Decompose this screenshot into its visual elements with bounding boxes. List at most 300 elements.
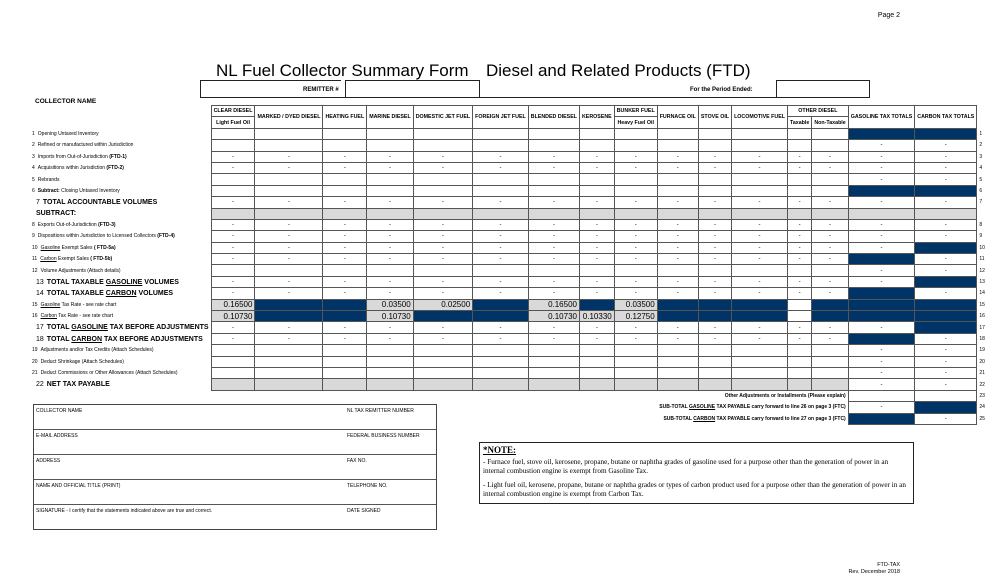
cell-marked-diesel[interactable]	[255, 140, 323, 151]
cell-clear-diesel[interactable]: -	[211, 288, 255, 299]
cell-marine-diesel[interactable]: -	[367, 242, 414, 253]
cell-locomotive-fuel[interactable]	[732, 185, 788, 196]
cell-clear-diesel[interactable]: 0.10730	[211, 311, 255, 322]
cell-heating-fuel[interactable]	[323, 140, 367, 151]
cell-foreign-jet[interactable]: -	[473, 231, 529, 242]
cell-furnace-oil[interactable]: -	[657, 288, 698, 299]
cell-clear-diesel[interactable]	[211, 174, 255, 185]
cell-carbon-total[interactable]	[915, 128, 977, 139]
cell-foreign-jet[interactable]	[473, 356, 529, 367]
cell-heating-fuel[interactable]	[323, 208, 367, 219]
cell-carbon-total[interactable]: -	[915, 219, 977, 230]
cell-other-non-taxable[interactable]	[812, 128, 848, 139]
cell-kerosene[interactable]	[579, 174, 614, 185]
cell-domestic-jet[interactable]	[413, 128, 472, 139]
cell-other-taxable[interactable]	[787, 140, 811, 151]
cell-marked-diesel[interactable]: -	[255, 276, 323, 287]
cell-bunker-fuel[interactable]	[614, 265, 657, 276]
cell-bunker-fuel[interactable]	[614, 367, 657, 378]
cell-blended-diesel[interactable]: -	[528, 162, 579, 173]
cell-locomotive-fuel[interactable]: -	[732, 219, 788, 230]
cell-gasoline-total[interactable]: -	[848, 140, 915, 151]
cell-clear-diesel[interactable]: -	[211, 231, 255, 242]
cell-kerosene[interactable]	[579, 379, 614, 390]
cell-stove-oil[interactable]: -	[698, 288, 731, 299]
cell-gasoline-total[interactable]: -	[848, 276, 915, 287]
cell-bunker-fuel[interactable]	[614, 128, 657, 139]
cell-other-non-taxable[interactable]	[812, 208, 848, 219]
cell-marine-diesel[interactable]	[367, 140, 414, 151]
cell-marine-diesel[interactable]: -	[367, 219, 414, 230]
cell-other-non-taxable[interactable]	[812, 185, 848, 196]
cell-carbon-total[interactable]: -	[915, 367, 977, 378]
cell-blended-diesel[interactable]: -	[528, 288, 579, 299]
cell-stove-oil[interactable]: -	[698, 276, 731, 287]
cell-other-taxable[interactable]	[787, 299, 811, 310]
cell-kerosene[interactable]: -	[579, 254, 614, 265]
cell-blended-diesel[interactable]: 0.16500	[528, 299, 579, 310]
cell-domestic-jet[interactable]	[413, 174, 472, 185]
cell-carbon-total[interactable]	[915, 322, 977, 333]
cell-furnace-oil[interactable]	[657, 356, 698, 367]
cell-other-taxable[interactable]: -	[787, 276, 811, 287]
cell-foreign-jet[interactable]	[473, 208, 529, 219]
cell-marked-diesel[interactable]	[255, 356, 323, 367]
cell-domestic-jet[interactable]: -	[413, 151, 472, 162]
cell-kerosene[interactable]: -	[579, 197, 614, 208]
cell-marine-diesel[interactable]: -	[367, 151, 414, 162]
cell-locomotive-fuel[interactable]: -	[732, 333, 788, 344]
cell-marine-diesel[interactable]: -	[367, 276, 414, 287]
cell-blended-diesel[interactable]	[528, 128, 579, 139]
cell-carbon-total[interactable]: -	[915, 288, 977, 299]
cell-other-non-taxable[interactable]: -	[812, 276, 848, 287]
cell-clear-diesel[interactable]: -	[211, 197, 255, 208]
cell-blended-diesel[interactable]	[528, 185, 579, 196]
cell-carbon-total[interactable]: -	[915, 254, 977, 265]
cell-marine-diesel[interactable]	[367, 356, 414, 367]
cell-domestic-jet[interactable]: -	[413, 197, 472, 208]
cell-gasoline-total[interactable]	[848, 254, 915, 265]
cell-other-taxable[interactable]	[787, 356, 811, 367]
cell-other-taxable[interactable]: -	[787, 162, 811, 173]
cell-blended-diesel[interactable]: -	[528, 151, 579, 162]
cell-carbon-total[interactable]: -	[915, 231, 977, 242]
cell-gasoline-total[interactable]: -	[848, 265, 915, 276]
cell-other-taxable[interactable]	[787, 185, 811, 196]
cell-kerosene[interactable]	[579, 299, 614, 310]
cell-carbon-total[interactable]	[915, 242, 977, 253]
cell-carbon-total[interactable]	[915, 311, 977, 322]
cell-heating-fuel[interactable]	[323, 379, 367, 390]
cell-other-non-taxable[interactable]	[812, 311, 848, 322]
cell-marked-diesel[interactable]: -	[255, 254, 323, 265]
cell-furnace-oil[interactable]: -	[657, 219, 698, 230]
cell-marked-diesel[interactable]	[255, 367, 323, 378]
cell-foreign-jet[interactable]: -	[473, 197, 529, 208]
cell-locomotive-fuel[interactable]: -	[732, 151, 788, 162]
cell-foreign-jet[interactable]	[473, 174, 529, 185]
cell-stove-oil[interactable]: -	[698, 322, 731, 333]
cell-stove-oil[interactable]	[698, 128, 731, 139]
cell-blended-diesel[interactable]	[528, 265, 579, 276]
cell-blended-diesel[interactable]	[528, 345, 579, 356]
cell-marine-diesel[interactable]	[367, 265, 414, 276]
cell-bunker-fuel[interactable]	[614, 379, 657, 390]
cell-gasoline-total[interactable]: -	[848, 242, 915, 253]
cell-gasoline-total[interactable]: -	[848, 174, 915, 185]
cell-clear-diesel[interactable]	[211, 379, 255, 390]
cell-carbon-total[interactable]	[915, 402, 977, 413]
cell-foreign-jet[interactable]: -	[473, 242, 529, 253]
cell-heating-fuel[interactable]	[323, 265, 367, 276]
cell-other-non-taxable[interactable]	[812, 345, 848, 356]
cell-clear-diesel[interactable]	[211, 356, 255, 367]
cell-other-non-taxable[interactable]	[812, 174, 848, 185]
cell-locomotive-fuel[interactable]: -	[732, 242, 788, 253]
cell-domestic-jet[interactable]	[413, 356, 472, 367]
cell-furnace-oil[interactable]: -	[657, 162, 698, 173]
cell-foreign-jet[interactable]	[473, 345, 529, 356]
cell-furnace-oil[interactable]	[657, 311, 698, 322]
cell-stove-oil[interactable]	[698, 174, 731, 185]
cell-gasoline-total[interactable]: -	[848, 219, 915, 230]
cell-marine-diesel[interactable]	[367, 185, 414, 196]
cell-other-taxable[interactable]: -	[787, 242, 811, 253]
cell-carbon-total[interactable]: -	[915, 345, 977, 356]
cell-blended-diesel[interactable]	[528, 356, 579, 367]
cell-other-non-taxable[interactable]: -	[812, 333, 848, 344]
cell-gasoline-total[interactable]: -	[848, 379, 915, 390]
cell-clear-diesel[interactable]: -	[211, 242, 255, 253]
cell-carbon-total[interactable]: -	[915, 174, 977, 185]
cell-other-non-taxable[interactable]: -	[812, 151, 848, 162]
cell-foreign-jet[interactable]	[473, 185, 529, 196]
cell-blended-diesel[interactable]	[528, 174, 579, 185]
cell-foreign-jet[interactable]	[473, 265, 529, 276]
cell-foreign-jet[interactable]: -	[473, 254, 529, 265]
cell-domestic-jet[interactable]: -	[413, 219, 472, 230]
cell-locomotive-fuel[interactable]	[732, 345, 788, 356]
cell-domestic-jet[interactable]: -	[413, 288, 472, 299]
cell-bunker-fuel[interactable]: -	[614, 197, 657, 208]
cell-marine-diesel[interactable]	[367, 345, 414, 356]
cell-kerosene[interactable]	[579, 367, 614, 378]
cell-marked-diesel[interactable]: -	[255, 151, 323, 162]
cell-marine-diesel[interactable]: 0.10730	[367, 311, 414, 322]
cell-other-taxable[interactable]: -	[787, 219, 811, 230]
cell-furnace-oil[interactable]	[657, 367, 698, 378]
cell-furnace-oil[interactable]	[657, 379, 698, 390]
cell-kerosene[interactable]	[579, 345, 614, 356]
cell-foreign-jet[interactable]: -	[473, 322, 529, 333]
cell-kerosene[interactable]: -	[579, 162, 614, 173]
cell-bunker-fuel[interactable]: -	[614, 151, 657, 162]
cell-locomotive-fuel[interactable]	[732, 299, 788, 310]
cell-marine-diesel[interactable]: 0.03500	[367, 299, 414, 310]
cell-bunker-fuel[interactable]	[614, 208, 657, 219]
cell-marine-diesel[interactable]	[367, 367, 414, 378]
cell-locomotive-fuel[interactable]	[732, 140, 788, 151]
cell-other-taxable[interactable]: -	[787, 333, 811, 344]
cell-gasoline-total[interactable]: -	[848, 322, 915, 333]
cell-clear-diesel[interactable]: -	[211, 162, 255, 173]
cell-locomotive-fuel[interactable]	[732, 128, 788, 139]
cell-stove-oil[interactable]: -	[698, 254, 731, 265]
cell-marked-diesel[interactable]	[255, 128, 323, 139]
cell-marked-diesel[interactable]: -	[255, 322, 323, 333]
cell-stove-oil[interactable]	[698, 356, 731, 367]
cell-domestic-jet[interactable]	[413, 140, 472, 151]
cell-furnace-oil[interactable]: -	[657, 322, 698, 333]
cell-other-non-taxable[interactable]	[812, 367, 848, 378]
cell-other-non-taxable[interactable]: -	[812, 231, 848, 242]
cell-foreign-jet[interactable]	[473, 140, 529, 151]
cell-carbon-total[interactable]: -	[915, 265, 977, 276]
cell-marine-diesel[interactable]	[367, 128, 414, 139]
cell-carbon-total[interactable]: -	[915, 151, 977, 162]
cell-bunker-fuel[interactable]: -	[614, 322, 657, 333]
cell-kerosene[interactable]: -	[579, 276, 614, 287]
cell-clear-diesel[interactable]: -	[211, 151, 255, 162]
cell-other-taxable[interactable]: -	[787, 197, 811, 208]
cell-other-taxable[interactable]	[787, 208, 811, 219]
cell-domestic-jet[interactable]	[413, 185, 472, 196]
cell-kerosene[interactable]: -	[579, 333, 614, 344]
cell-marked-diesel[interactable]	[255, 208, 323, 219]
cell-gasoline-total[interactable]	[848, 208, 915, 219]
cell-furnace-oil[interactable]	[657, 208, 698, 219]
cell-other-non-taxable[interactable]	[812, 356, 848, 367]
cell-kerosene[interactable]: -	[579, 219, 614, 230]
cell-locomotive-fuel[interactable]: -	[732, 197, 788, 208]
cell-blended-diesel[interactable]: -	[528, 242, 579, 253]
cell-heating-fuel[interactable]: -	[323, 197, 367, 208]
cell-stove-oil[interactable]: -	[698, 151, 731, 162]
cell-gasoline-total[interactable]: -	[848, 197, 915, 208]
cell-furnace-oil[interactable]: -	[657, 242, 698, 253]
cell-blended-diesel[interactable]: -	[528, 254, 579, 265]
cell-domestic-jet[interactable]: -	[413, 231, 472, 242]
cell-foreign-jet[interactable]	[473, 299, 529, 310]
cell-locomotive-fuel[interactable]: -	[732, 162, 788, 173]
cell-heating-fuel[interactable]	[323, 185, 367, 196]
cell-heating-fuel[interactable]	[323, 299, 367, 310]
cell-stove-oil[interactable]: -	[698, 231, 731, 242]
cell-bunker-fuel[interactable]: -	[614, 231, 657, 242]
cell-locomotive-fuel[interactable]	[732, 265, 788, 276]
cell-stove-oil[interactable]: -	[698, 333, 731, 344]
cell-foreign-jet[interactable]: -	[473, 288, 529, 299]
cell-clear-diesel[interactable]	[211, 128, 255, 139]
cell-bunker-fuel[interactable]	[614, 345, 657, 356]
cell-foreign-jet[interactable]: -	[473, 219, 529, 230]
cell-blended-diesel[interactable]	[528, 367, 579, 378]
cell-marked-diesel[interactable]: -	[255, 197, 323, 208]
cell-locomotive-fuel[interactable]	[732, 208, 788, 219]
cell-marked-diesel[interactable]: -	[255, 231, 323, 242]
period-ended-input[interactable]	[776, 80, 870, 98]
cell-stove-oil[interactable]	[698, 299, 731, 310]
cell-heating-fuel[interactable]: -	[323, 333, 367, 344]
cell-carbon-total[interactable]	[915, 299, 977, 310]
cell-foreign-jet[interactable]	[473, 311, 529, 322]
cell-domestic-jet[interactable]: -	[413, 254, 472, 265]
cell-kerosene[interactable]	[579, 356, 614, 367]
cell-carbon-total[interactable]	[915, 185, 977, 196]
cell-other-taxable[interactable]: -	[787, 288, 811, 299]
cell-gasoline-total[interactable]	[848, 128, 915, 139]
cell-other-non-taxable[interactable]: -	[812, 288, 848, 299]
cell-furnace-oil[interactable]	[657, 185, 698, 196]
cell-kerosene[interactable]: -	[579, 322, 614, 333]
cell-carbon-total[interactable]: -	[915, 356, 977, 367]
cell-other-taxable[interactable]	[787, 265, 811, 276]
cell-stove-oil[interactable]: -	[698, 219, 731, 230]
cell-marked-diesel[interactable]	[255, 265, 323, 276]
cell-clear-diesel[interactable]	[211, 367, 255, 378]
cell-bunker-fuel[interactable]: -	[614, 333, 657, 344]
cell-domestic-jet[interactable]	[413, 311, 472, 322]
cell-bunker-fuel[interactable]	[614, 185, 657, 196]
cell-marked-diesel[interactable]	[255, 345, 323, 356]
cell-domestic-jet[interactable]: -	[413, 162, 472, 173]
cell-other-taxable[interactable]	[787, 367, 811, 378]
cell-other-taxable[interactable]	[787, 311, 811, 322]
cell-clear-diesel[interactable]: -	[211, 333, 255, 344]
cell-clear-diesel[interactable]: -	[211, 276, 255, 287]
cell-furnace-oil[interactable]: -	[657, 333, 698, 344]
cell-marked-diesel[interactable]: -	[255, 219, 323, 230]
cell-locomotive-fuel[interactable]: -	[732, 276, 788, 287]
cell-locomotive-fuel[interactable]	[732, 379, 788, 390]
cell-blended-diesel[interactable]	[528, 208, 579, 219]
cell-marked-diesel[interactable]: -	[255, 242, 323, 253]
cell-locomotive-fuel[interactable]	[732, 356, 788, 367]
cell-kerosene[interactable]	[579, 208, 614, 219]
cell-carbon-total[interactable]: -	[915, 413, 977, 424]
cell-domestic-jet[interactable]	[413, 208, 472, 219]
cell-stove-oil[interactable]	[698, 367, 731, 378]
info-form-row[interactable]	[34, 505, 436, 529]
cell-carbon-total[interactable]	[915, 390, 977, 401]
cell-stove-oil[interactable]	[698, 311, 731, 322]
cell-gasoline-total[interactable]: -	[848, 151, 915, 162]
cell-clear-diesel[interactable]	[211, 140, 255, 151]
cell-locomotive-fuel[interactable]	[732, 311, 788, 322]
cell-gasoline-total[interactable]: -	[848, 402, 915, 413]
cell-heating-fuel[interactable]: -	[323, 242, 367, 253]
cell-other-non-taxable[interactable]: -	[812, 322, 848, 333]
cell-blended-diesel[interactable]: -	[528, 219, 579, 230]
cell-furnace-oil[interactable]	[657, 345, 698, 356]
cell-clear-diesel[interactable]	[211, 345, 255, 356]
cell-blended-diesel[interactable]: -	[528, 231, 579, 242]
cell-marked-diesel[interactable]: -	[255, 288, 323, 299]
cell-locomotive-fuel[interactable]	[732, 367, 788, 378]
cell-foreign-jet[interactable]	[473, 379, 529, 390]
cell-kerosene[interactable]: 0.10330	[579, 311, 614, 322]
cell-stove-oil[interactable]	[698, 185, 731, 196]
cell-furnace-oil[interactable]: -	[657, 231, 698, 242]
cell-clear-diesel[interactable]: -	[211, 322, 255, 333]
cell-other-non-taxable[interactable]: -	[812, 242, 848, 253]
remitter-input[interactable]	[345, 80, 480, 98]
cell-kerosene[interactable]: -	[579, 288, 614, 299]
cell-marine-diesel[interactable]	[367, 208, 414, 219]
cell-gasoline-total[interactable]: -	[848, 367, 915, 378]
cell-domestic-jet[interactable]	[413, 265, 472, 276]
cell-other-taxable[interactable]	[787, 128, 811, 139]
cell-blended-diesel[interactable]: -	[528, 322, 579, 333]
info-form-row[interactable]	[34, 455, 436, 480]
cell-stove-oil[interactable]: -	[698, 242, 731, 253]
cell-heating-fuel[interactable]: -	[323, 219, 367, 230]
info-form-row[interactable]	[34, 430, 436, 455]
cell-bunker-fuel[interactable]: -	[614, 219, 657, 230]
cell-blended-diesel[interactable]	[528, 379, 579, 390]
cell-clear-diesel[interactable]	[211, 265, 255, 276]
cell-kerosene[interactable]: -	[579, 242, 614, 253]
cell-other-taxable[interactable]: -	[787, 254, 811, 265]
cell-gasoline-total[interactable]: -	[848, 162, 915, 173]
cell-other-taxable[interactable]	[787, 345, 811, 356]
cell-heating-fuel[interactable]	[323, 367, 367, 378]
info-form-row[interactable]	[34, 405, 436, 430]
cell-kerosene[interactable]	[579, 265, 614, 276]
cell-kerosene[interactable]	[579, 140, 614, 151]
cell-furnace-oil[interactable]	[657, 140, 698, 151]
cell-heating-fuel[interactable]: -	[323, 288, 367, 299]
cell-blended-diesel[interactable]: -	[528, 276, 579, 287]
cell-stove-oil[interactable]: -	[698, 197, 731, 208]
cell-blended-diesel[interactable]: 0.10730	[528, 311, 579, 322]
cell-other-non-taxable[interactable]	[812, 265, 848, 276]
cell-heating-fuel[interactable]	[323, 128, 367, 139]
cell-stove-oil[interactable]: -	[698, 162, 731, 173]
cell-domestic-jet[interactable]	[413, 379, 472, 390]
cell-other-non-taxable[interactable]	[812, 379, 848, 390]
cell-marine-diesel[interactable]	[367, 379, 414, 390]
cell-other-non-taxable[interactable]: -	[812, 197, 848, 208]
cell-marine-diesel[interactable]: -	[367, 231, 414, 242]
cell-heating-fuel[interactable]: -	[323, 231, 367, 242]
cell-domestic-jet[interactable]	[413, 367, 472, 378]
cell-kerosene[interactable]: -	[579, 151, 614, 162]
cell-locomotive-fuel[interactable]: -	[732, 231, 788, 242]
cell-bunker-fuel[interactable]	[614, 174, 657, 185]
cell-marine-diesel[interactable]: -	[367, 197, 414, 208]
cell-gasoline-total[interactable]: -	[848, 231, 915, 242]
cell-stove-oil[interactable]	[698, 265, 731, 276]
cell-kerosene[interactable]: -	[579, 231, 614, 242]
cell-stove-oil[interactable]	[698, 345, 731, 356]
cell-other-non-taxable[interactable]	[812, 299, 848, 310]
cell-heating-fuel[interactable]: -	[323, 322, 367, 333]
cell-other-non-taxable[interactable]: -	[812, 254, 848, 265]
cell-other-taxable[interactable]: -	[787, 151, 811, 162]
cell-marked-diesel[interactable]: -	[255, 162, 323, 173]
cell-other-taxable[interactable]: -	[787, 322, 811, 333]
cell-domestic-jet[interactable]: 0.02500	[413, 299, 472, 310]
cell-clear-diesel[interactable]: 0.16500	[211, 299, 255, 310]
cell-foreign-jet[interactable]	[473, 367, 529, 378]
cell-foreign-jet[interactable]: -	[473, 276, 529, 287]
cell-foreign-jet[interactable]: -	[473, 333, 529, 344]
cell-marked-diesel[interactable]	[255, 185, 323, 196]
cell-bunker-fuel[interactable]: 0.12750	[614, 311, 657, 322]
cell-marked-diesel[interactable]	[255, 379, 323, 390]
